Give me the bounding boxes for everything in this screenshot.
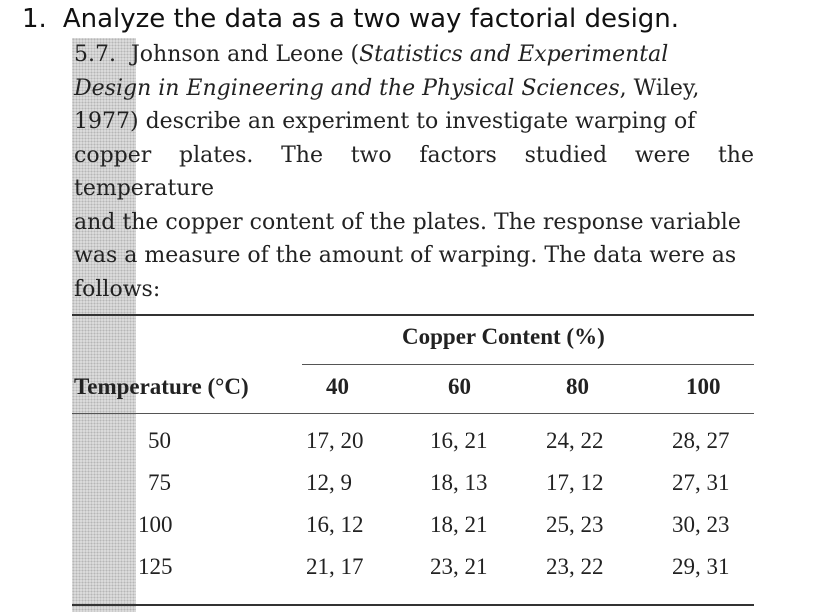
header-bottom-rule — [72, 413, 754, 414]
table-bottom-rule — [72, 604, 754, 606]
column-header: 100 — [686, 374, 721, 399]
temperature-header: Temperature (°C) — [74, 374, 249, 399]
problem-line: 5.7. Johnson and Leone (Statistics and Experimental — [74, 42, 669, 67]
scanned-textbook-excerpt — [72, 38, 762, 612]
table-top-rule — [72, 314, 754, 316]
table-cell: 24, 22 — [546, 428, 604, 453]
table-cell: 27, 31 — [672, 470, 730, 495]
problem-line: 1977) describe an experiment to investigate warping of — [74, 109, 696, 134]
table-cell: 17, 20 — [306, 428, 364, 453]
question-text: Analyze the data as a two way factorial design. — [62, 4, 680, 34]
row-temperature: 50 — [148, 428, 171, 453]
question-number: 1. — [22, 4, 47, 34]
column-header: 60 — [448, 374, 471, 399]
table-cell: 16, 12 — [306, 512, 364, 537]
column-header: 80 — [566, 374, 589, 399]
group-header-rule — [302, 364, 754, 365]
problem-number: 5.7. — [74, 42, 116, 67]
problem-line: copper plates. The two factors studied were the temperature — [74, 142, 754, 201]
table-cell: 18, 13 — [430, 470, 488, 495]
table-cell: 25, 23 — [546, 512, 604, 537]
question-heading — [22, 4, 679, 34]
column-header: 40 — [326, 374, 349, 399]
copper-content-header: Copper Content (%) — [402, 324, 605, 349]
problem-paragraph — [74, 38, 754, 306]
row-temperature: 125 — [138, 554, 173, 579]
table-cell: 23, 21 — [430, 554, 488, 579]
table-cell: 18, 21 — [430, 512, 488, 537]
table-cell: 23, 22 — [546, 554, 604, 579]
table-cell: 29, 31 — [672, 554, 730, 579]
problem-line: and the copper content of the plates. The response variable — [74, 209, 741, 235]
table-cell: 28, 27 — [672, 428, 730, 453]
problem-line: Design in Engineering and the Physical Sciences, Wiley, — [74, 75, 700, 101]
table-cell: 17, 12 — [546, 470, 604, 495]
problem-line: follows: — [74, 276, 161, 302]
table-cell: 12, 9 — [306, 470, 352, 495]
row-temperature: 75 — [148, 470, 171, 495]
problem-line: was a measure of the amount of warping. The data were as — [74, 243, 737, 268]
row-temperature: 100 — [138, 512, 173, 537]
table-cell: 21, 17 — [306, 554, 364, 579]
table-cell: 16, 21 — [430, 428, 488, 453]
table-cell: 30, 23 — [672, 512, 730, 537]
